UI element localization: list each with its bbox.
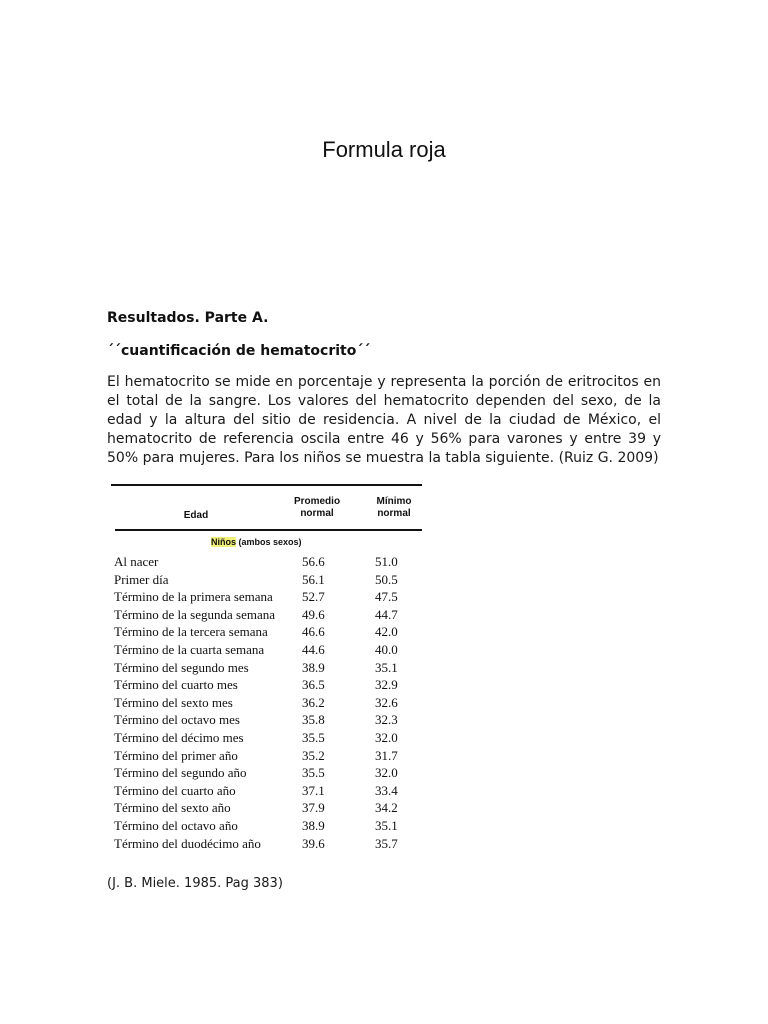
row-minimo: 32.3 xyxy=(375,712,398,728)
row-promedio: 35.5 xyxy=(302,765,325,781)
table-row xyxy=(114,765,424,783)
table-row xyxy=(114,607,424,625)
results-heading: Resultados. Parte A. xyxy=(107,310,269,326)
row-promedio: 44.6 xyxy=(302,641,325,657)
row-promedio: 35.5 xyxy=(302,729,325,745)
row-edad: Término de la segunda semana xyxy=(114,606,275,622)
row-minimo: 35.1 xyxy=(375,659,398,675)
row-minimo: 42.0 xyxy=(375,624,398,640)
table-row xyxy=(114,589,424,607)
row-promedio: 38.9 xyxy=(302,817,325,833)
row-edad: Al nacer xyxy=(114,554,159,569)
table-body xyxy=(114,554,424,853)
body-paragraph: El hematocrito se mide en porcentaje y representa la porción de eritrocitos en el total de la sangre. Los valores del hematocrito dependen del sexo, de la edad y la altura del sitio de residencia. A nivel de la ciudad de México, el hematocrito de referencia oscila entre 46 y 56% para varones y entre 39 y 50% para mujeres. Para los niños se muestra la tabla siguiente. (Ruiz G. 2009) xyxy=(107,374,661,466)
row-edad: Término del octavo año xyxy=(114,817,238,833)
row-edad: Término del octavo mes xyxy=(114,712,240,728)
row-promedio: 37.1 xyxy=(302,782,325,798)
row-promedio: 37.9 xyxy=(302,800,325,816)
row-promedio: 35.2 xyxy=(302,747,325,763)
row-promedio: 39.6 xyxy=(302,835,325,851)
row-promedio: 46.6 xyxy=(302,624,325,640)
row-edad: Término de la primera semana xyxy=(114,589,273,605)
row-minimo: 47.5 xyxy=(375,589,398,605)
table-row xyxy=(114,818,424,836)
table-row xyxy=(114,677,424,695)
table-row xyxy=(114,642,424,660)
table-top-rule xyxy=(111,484,422,486)
group-label-highlight: Niños xyxy=(211,537,237,547)
row-minimo: 32.0 xyxy=(375,765,398,781)
row-minimo: 31.7 xyxy=(375,747,398,763)
row-edad: Término del duodécimo año xyxy=(114,835,261,851)
table-row xyxy=(114,783,424,801)
header-promedio-line2: normal xyxy=(300,508,334,519)
header-promedio xyxy=(283,496,351,520)
header-edad: Edad xyxy=(183,510,209,521)
table-row xyxy=(114,748,424,766)
row-promedio: 36.5 xyxy=(302,677,325,693)
row-edad: Término del décimo mes xyxy=(114,729,244,745)
row-minimo: 51.0 xyxy=(375,554,398,569)
row-minimo: 32.9 xyxy=(375,677,398,693)
row-edad: Término del primer año xyxy=(114,747,238,763)
row-edad: Primer día xyxy=(114,571,169,587)
table-row xyxy=(114,730,424,748)
table-row xyxy=(114,836,424,854)
row-minimo: 44.7 xyxy=(375,606,398,622)
table-row xyxy=(114,712,424,730)
row-edad: Término del cuarto mes xyxy=(114,677,238,693)
section-heading: ´´cuantificación de hematocrito´´ xyxy=(107,343,371,359)
row-minimo: 34.2 xyxy=(375,800,398,816)
header-minimo-line1: Mínimo xyxy=(376,496,412,507)
row-edad: Término del sexto mes xyxy=(114,694,233,710)
header-promedio-line1: Promedio xyxy=(293,496,341,507)
row-edad: Término del sexto año xyxy=(114,800,231,816)
header-minimo-line2: normal xyxy=(377,508,411,519)
row-edad: Término del cuarto año xyxy=(114,782,236,798)
row-minimo: 32.6 xyxy=(375,694,398,710)
table-row xyxy=(114,800,424,818)
row-promedio: 49.6 xyxy=(302,606,325,622)
table-row xyxy=(114,572,424,590)
row-promedio: 56.1 xyxy=(302,571,325,587)
row-promedio: 56.6 xyxy=(302,554,325,569)
header-minimo xyxy=(364,496,424,520)
row-minimo: 35.7 xyxy=(375,835,398,851)
row-promedio: 35.8 xyxy=(302,712,325,728)
row-promedio: 38.9 xyxy=(302,659,325,675)
page-title: Formula roja xyxy=(322,137,446,162)
table-header-rule xyxy=(115,529,422,531)
row-edad: Término del segundo año xyxy=(114,765,247,781)
table-row xyxy=(114,554,424,572)
row-minimo: 32.0 xyxy=(375,729,398,745)
row-promedio: 36.2 xyxy=(302,694,325,710)
row-minimo: 50.5 xyxy=(375,571,398,587)
row-edad: Término de la cuarta semana xyxy=(114,641,265,657)
citation: (J. B. Miele. 1985. Pag 383) xyxy=(107,876,283,891)
row-edad: Término de la tercera semana xyxy=(114,624,268,640)
row-promedio: 52.7 xyxy=(302,589,325,605)
table-row xyxy=(114,660,424,678)
table-row xyxy=(114,624,424,642)
row-minimo: 33.4 xyxy=(375,782,398,798)
group-label-rest: (ambos sexos) xyxy=(236,537,302,547)
group-label xyxy=(211,537,351,547)
table-row xyxy=(114,695,424,713)
row-minimo: 35.1 xyxy=(375,817,398,833)
row-edad: Término del segundo mes xyxy=(114,659,249,675)
row-minimo: 40.0 xyxy=(375,641,398,657)
